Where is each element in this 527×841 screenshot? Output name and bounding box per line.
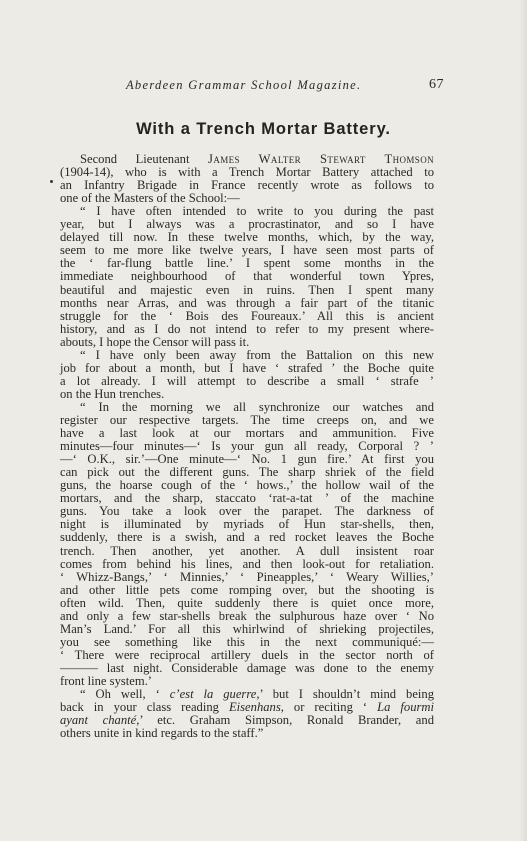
text-line — [60, 478, 434, 492]
text-run: struggle for the ‘ Bois des Foureaux.’ All this is ancient — [60, 308, 434, 323]
margin-mark — [50, 180, 53, 183]
text-line — [60, 491, 434, 505]
text-run: job for about a month, but I have ‘ strafed ’ the Boche quite — [60, 360, 434, 375]
text-run: ‘ There were reciprocal artillery duels in the sector north of — [60, 647, 434, 662]
text-run: seem to me more like twelve years, I have seen most parts of — [60, 243, 434, 258]
text-run: register our respective targets. The time creeps on, and we — [60, 413, 434, 427]
running-head — [60, 77, 444, 96]
italic-phrase: Eisenhans — [228, 700, 281, 715]
text-run: guns, the hoarse cough of the ‘ hows.,’ the hollow wail of the — [60, 478, 434, 493]
text-line — [60, 622, 434, 636]
text-run: , or reciting ‘ — [280, 700, 378, 715]
text-run: the ‘ far-flung battle line.’ I spent some months in the — [60, 256, 434, 271]
text-line — [60, 400, 434, 414]
text-line — [60, 609, 434, 623]
text-run: an Infantry Brigade in France recently wrote as follows to — [60, 178, 434, 193]
text-line — [60, 635, 434, 649]
text-run: “ I have only been away from the Battalion on this new — [80, 347, 434, 362]
text-run: can pick out the different guns. The sharp shriek of the field — [60, 465, 434, 480]
text-line — [60, 322, 434, 336]
text-line — [60, 191, 434, 205]
text-line — [60, 517, 434, 531]
text-run: ——— last night. Considerable damage was done to the enemy — [60, 660, 434, 675]
text-line — [60, 544, 434, 558]
text-line — [60, 570, 434, 584]
text-line — [60, 504, 434, 518]
text-line — [60, 439, 434, 453]
text-run: comes from behind his lines, and then look-out for retaliation. — [60, 556, 434, 571]
text-line — [60, 726, 434, 740]
text-line — [60, 687, 434, 701]
text-run: year, but I always was a procrastinator, and so I have — [60, 217, 434, 232]
text-line — [60, 661, 434, 675]
text-run: —‘ O.K., sir.’—One minute—‘ No. 1 gun fire.’ At first you — [60, 452, 434, 467]
text-run: you see something like this in the next communiqué:— — [60, 634, 434, 649]
text-line — [60, 361, 434, 375]
text-line — [60, 152, 434, 166]
text-line — [60, 465, 434, 479]
text-line — [60, 530, 434, 544]
text-run: ,’ but I shouldn’t mind being — [256, 687, 435, 702]
page-number: 67 — [429, 77, 444, 92]
text-run: history, and as I do not intend to refer to my present where- — [60, 321, 434, 336]
text-line — [60, 426, 434, 440]
text-line — [60, 452, 434, 466]
italic-phrase: ayant chanté — [60, 713, 137, 728]
text-line — [60, 269, 434, 283]
running-title: Aberdeen Grammar School Magazine. — [126, 78, 362, 92]
text-run: mortars, and the sharp, staccato ‘rat-a-tat ’ of the machine — [60, 491, 434, 506]
article-title: With a Trench Mortar Battery. — [136, 120, 391, 138]
text-line — [60, 648, 434, 662]
text-line — [60, 596, 434, 610]
text-line — [60, 230, 434, 244]
text-run: one of the Masters of the School:— — [60, 191, 240, 206]
text-line — [60, 204, 434, 218]
text-run: back in your class reading — [60, 700, 229, 715]
text-run: night is illuminated by myriads of Hun star-shells, then, — [60, 517, 434, 532]
text-run: guns. You take a look over the parapet. The darkness of — [60, 504, 434, 519]
text-run: Man’s Land.’ For all this whirlwind of shrieking projectiles, — [60, 621, 434, 636]
text-line — [60, 309, 434, 323]
text-run: front line system.’ — [60, 674, 152, 688]
text-line — [60, 348, 434, 362]
text-line — [60, 283, 434, 297]
text-line — [60, 700, 434, 714]
text-line — [60, 387, 434, 401]
text-line — [60, 217, 434, 231]
text-line — [60, 413, 434, 427]
italic-phrase: La fourmi — [377, 700, 435, 715]
text-run: “ Oh well, ‘ — [80, 687, 170, 702]
text-run: delayed till now. In these twelve months, which, by the way, — [60, 230, 434, 245]
text-run: months near Arras, and was through a fair part of the titanic — [60, 295, 434, 310]
text-run: and other little pets come romping over, but the shooting is — [60, 582, 434, 597]
text-run: “ I have often intended to write to you during the past — [80, 204, 434, 219]
page-edge-shadow — [519, 0, 527, 841]
text-run: “ In the morning we all synchronize our watches and — [80, 399, 434, 414]
text-line — [60, 557, 434, 571]
text-run: trench. Then another, yet another. A dull insistent roar — [60, 543, 434, 558]
text-line — [60, 243, 434, 257]
text-run: suddenly, there is a swish, and a red rocket leaves the Boche — [60, 530, 434, 545]
text-run: ,’ etc. Graham Simpson, Ronald Brander, and — [136, 713, 434, 728]
text-run: beautiful and majestic even in ruins. Then I spent many — [60, 282, 434, 297]
text-line — [60, 256, 434, 270]
text-line — [60, 296, 434, 310]
text-run: minutes—four minutes—‘ Is your gun all ready, Corporal ? ’ — [60, 439, 434, 454]
text-line — [60, 713, 434, 727]
text-run: and only a few star-shells break the sulphurous haze over ‘ No — [60, 608, 434, 623]
text-line — [60, 374, 434, 388]
text-run: ‘ Whizz-Bangs,’ ‘ Minnies,’ ‘ Pineapples,’ ‘ Weary Willies,’ — [60, 569, 434, 584]
text-run: (1904-14), who is with a Trench Mortar Battery attached to — [60, 165, 434, 180]
italic-phrase: c’est la guerre — [169, 687, 257, 702]
text-line — [60, 178, 434, 192]
text-run: immediate neighbourhood of that wonderful town Ypres, — [60, 269, 434, 284]
text-line — [60, 335, 434, 349]
text-run: a lot already. I will attempt to describe a small ‘ strafe ’ — [60, 373, 434, 388]
text-run: Second Lieutenant — [80, 152, 209, 166]
text-line — [60, 583, 434, 597]
author-name: James Walter Stewart Thomson — [208, 152, 434, 166]
text-run: abouts, I hope the Censor will pass it. — [60, 334, 250, 349]
text-run: often wild. Then, quite suddenly there is quiet once more, — [60, 595, 434, 610]
text-line — [60, 165, 434, 179]
text-line — [60, 674, 434, 688]
text-run: on the Hun trenches. — [60, 386, 165, 401]
text-run: have a last look at our mortars and ammunition. Five — [60, 426, 434, 441]
text-run: others unite in kind regards to the staff.” — [60, 726, 264, 741]
